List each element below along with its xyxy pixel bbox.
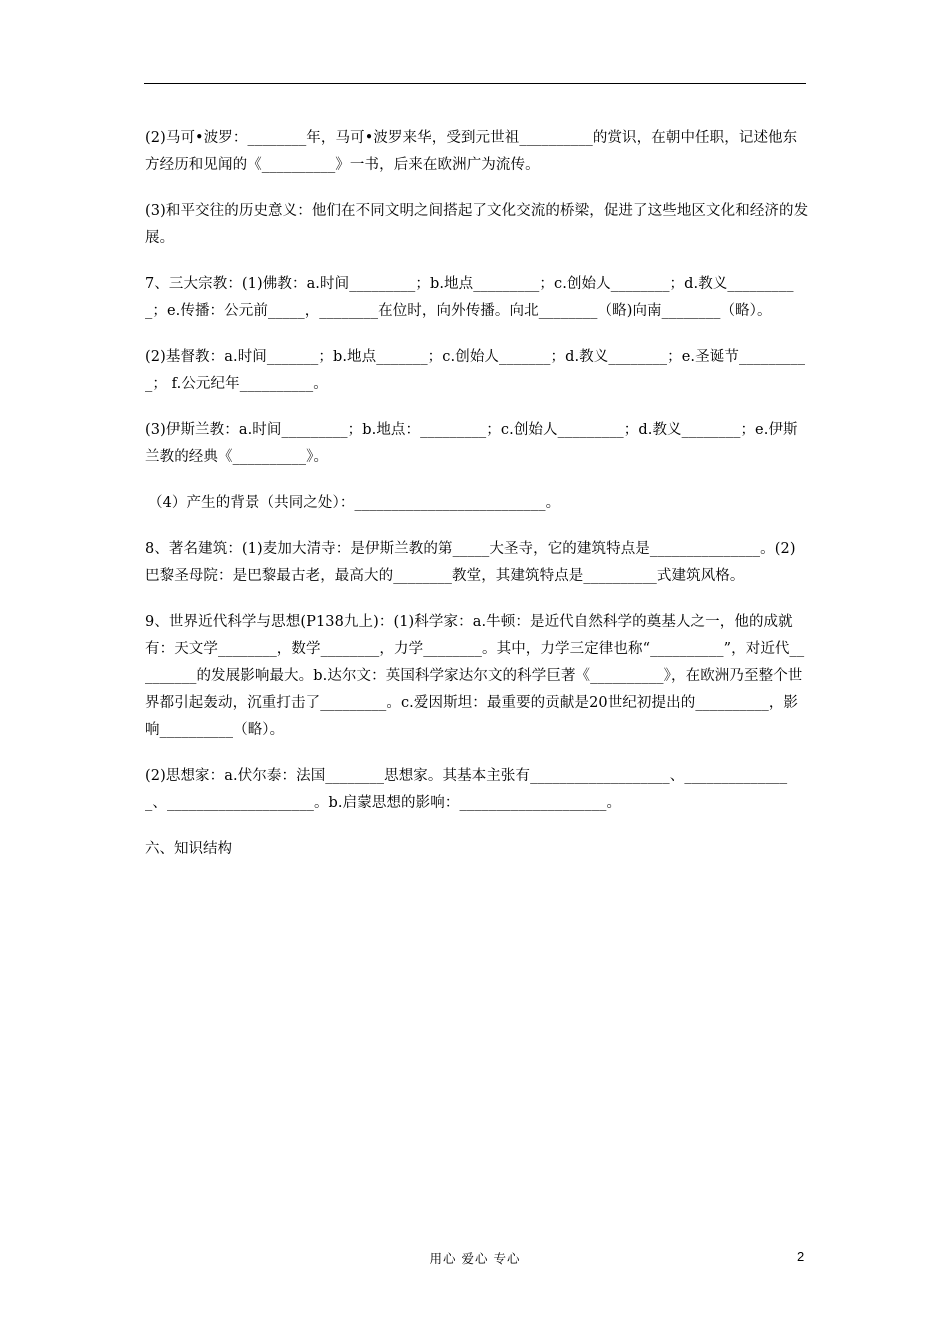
paragraph-christianity: (2)基督教：a.时间_______；b.地点_______；c.创始人_______；d.教义________；e.圣诞节__________； f.公元纪年__________。 (145, 349, 806, 392)
paragraph-scientists: 9、世界近代科学与思想(P138九上)：(1)科学家：a.牛顿：是近代自然科学的奠基人之一，他的成就有：天文学________，数学________，力学________。其中，力学三定律也称“__________”，对近代_________的发展影响最大。b.达尔文：英国科学家达尔文的科学巨著《__________》，在欧洲乃至整个世界都引起轰动，沉重打击了_________。c.爱因斯坦：最重要的贡献是20世纪初提出的__________，影响__________（略）。 (145, 614, 805, 738)
paragraph-common-background: （4）产生的背景（共同之处）：__________________________。 (148, 495, 561, 511)
paragraph-islam: (3)伊斯兰教：a.时间_________；b.地点：_________；c.创始人_________；d.教义________；e.伊斯兰教的经典《__________》。 (145, 422, 798, 465)
header-rule (144, 83, 806, 84)
footer-motto: 用心 爱心 专心 (429, 1251, 521, 1266)
paragraph-marco-polo: (2)马可•波罗：________年，马可•波罗来华，受到元世祖__________的赏识，在朝中任职，记述他东方经历和见闻的《__________》一书，后来在欧洲广为流传。 (145, 130, 798, 173)
section-title: 六、知识结构 (145, 841, 232, 857)
paragraph-buddhism: 7、三大宗教：(1)佛教：a.时间_________；b.地点_________；c.创始人________；d.教义__________；e.传播：公元前_____，________在位时，向外传播。向北________（略)向南________（略）。 (145, 276, 794, 319)
paragraph-historical-significance: (3)和平交往的历史意义：他们在不同文明之间搭起了文化交流的桥梁，促进了这些地区文化和经济的发展。 (145, 203, 809, 246)
paragraph-thinkers: (2)思想家：a.伏尔泰：法国________思想家。其基本主张有___________________、_______________、____________________。b.启蒙思想的影响：____________________。 (145, 768, 788, 811)
page-content (145, 125, 809, 863)
paragraph-famous-buildings: 8、著名建筑：(1)麦加大清寺：是伊斯兰教的第_____大圣寺，它的建筑特点是_______________。(2)巴黎圣母院：是巴黎最古老，最高大的________教堂，其建筑特点是__________式建筑风格。 (145, 541, 796, 584)
page-number: 2 (797, 1249, 805, 1264)
